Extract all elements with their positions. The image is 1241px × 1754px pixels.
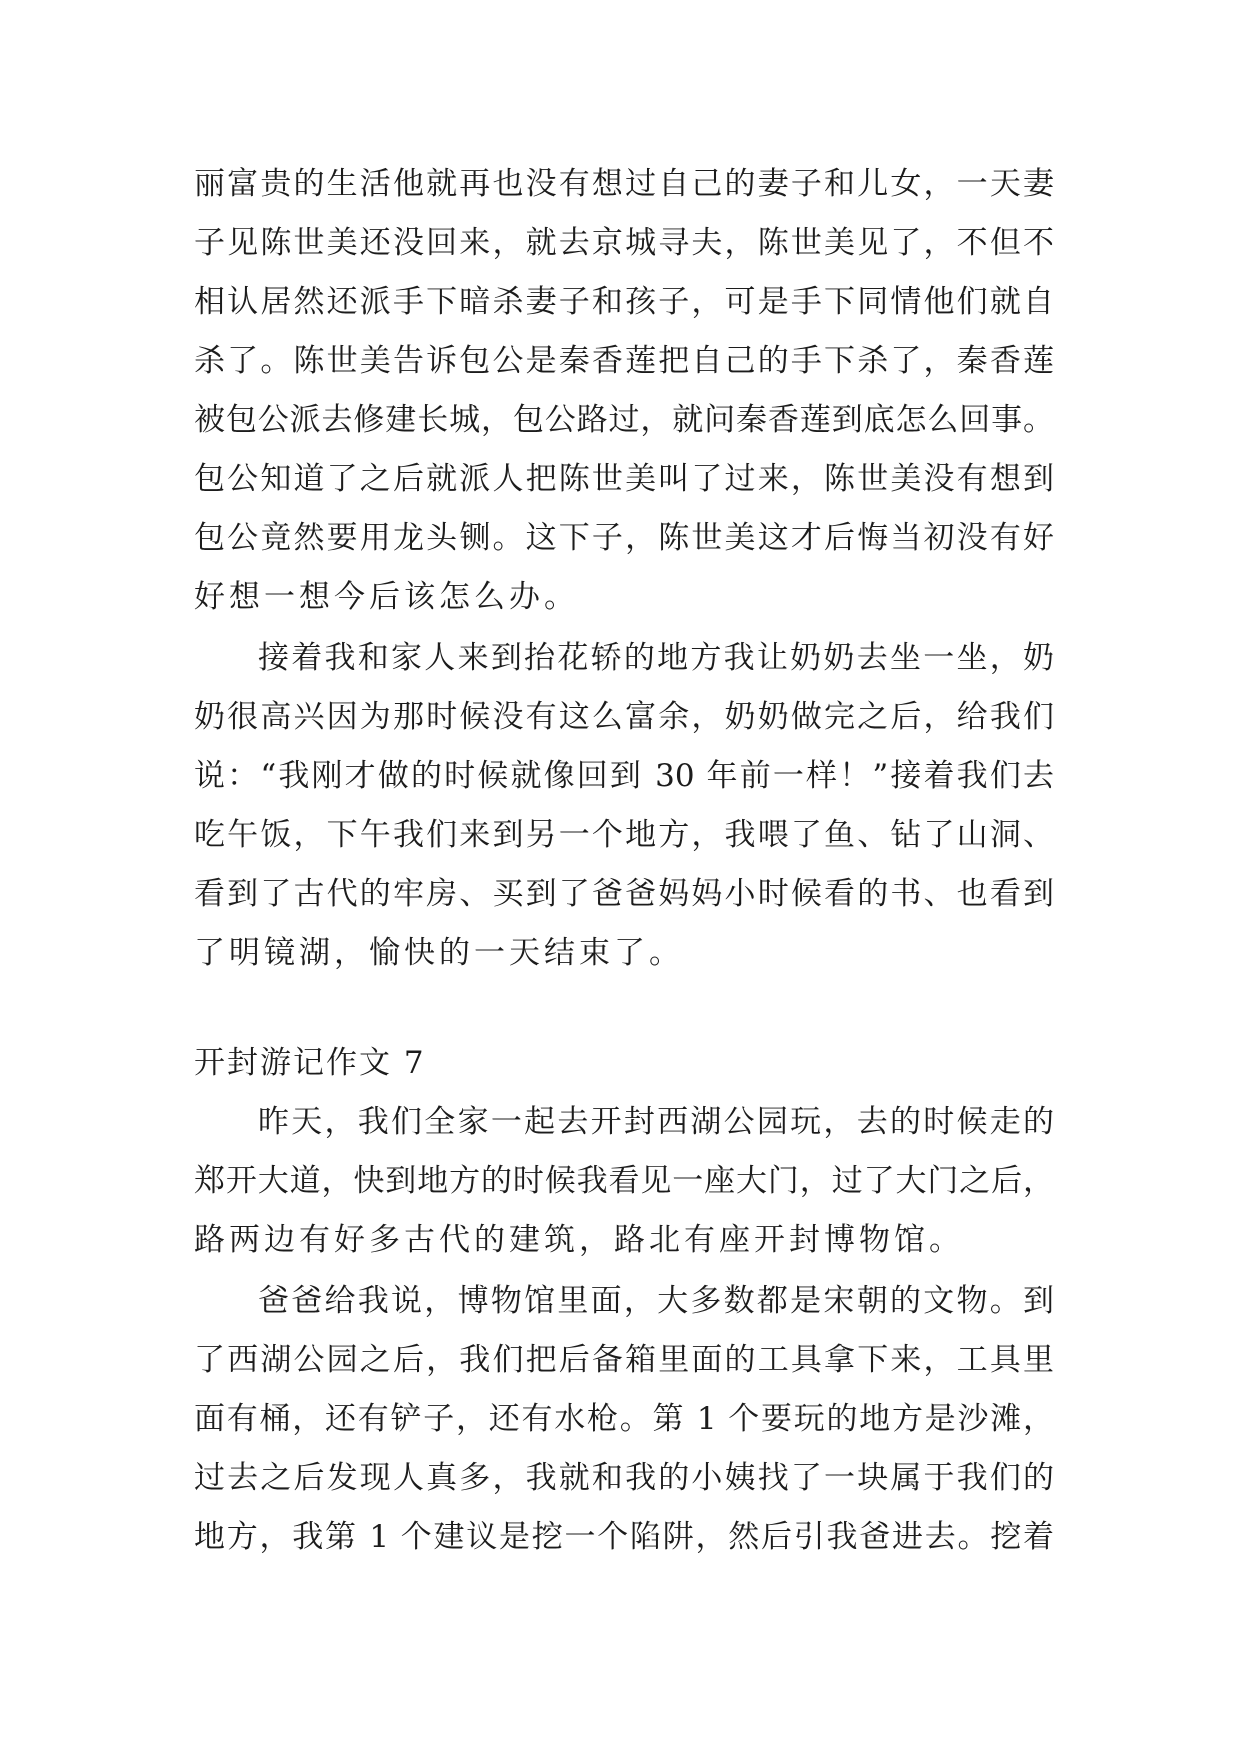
paragraph-4-line-1: 爸爸给我说，博物馆里面，大多数都是宋朝的文物。到 [258,1283,1054,1319]
section-heading: 开封游记作文 7 [194,1045,426,1081]
paragraph-3-line-2: 郑开大道，快到地方的时候我看见一座大门，过了大门之后， [194,1163,1054,1199]
paragraph-2-line-5: 看到了古代的牢房、买到了爸爸妈妈小时候看的书、也看到 [194,876,1054,912]
paragraph-4-line-5: 地方，我第 1 个建议是挖一个陷阱，然后引我爸进去。挖着 [194,1519,1054,1555]
paragraph-2-line-6: 了明镜湖，愉快的一天结束了。 [194,935,684,971]
paragraph-1-line-1: 丽富贵的生活他就再也没有想过自己的妻子和儿女，一天妻 [194,166,1054,202]
paragraph-1-line-7: 包公竟然要用龙头铡。这下子，陈世美这才后悔当初没有好 [194,520,1054,556]
paragraph-2-line-4: 吃午饭，下午我们来到另一个地方，我喂了鱼、钻了山洞、 [194,817,1054,853]
paragraph-1-line-3: 相认居然还派手下暗杀妻子和孩子，可是手下同情他们就自 [194,284,1054,320]
paragraph-4-line-2: 了西湖公园之后，我们把后备箱里面的工具拿下来，工具里 [194,1342,1054,1378]
paragraph-3-line-1: 昨天，我们全家一起去开封西湖公园玩，去的时候走的 [258,1104,1054,1140]
paragraph-4-line-4: 过去之后发现人真多，我就和我的小姨找了一块属于我们的 [194,1460,1054,1496]
paragraph-1-line-8: 好想一想今后该怎么办。 [194,579,579,615]
paragraph-1-line-6: 包公知道了之后就派人把陈世美叫了过来，陈世美没有想到 [194,461,1054,497]
paragraph-2-line-1: 接着我和家人来到抬花轿的地方我让奶奶去坐一坐，奶 [258,640,1054,676]
paragraph-3-line-3: 路两边有好多古代的建筑，路北有座开封博物馆。 [194,1222,964,1258]
paragraph-4-line-3: 面有桶，还有铲子，还有水枪。第 1 个要玩的地方是沙滩， [194,1401,1054,1437]
paragraph-2-line-3: 说：“我刚才做的时候就像回到 30 年前一样！”接着我们去 [194,758,1054,794]
paragraph-2-line-2: 奶很高兴因为那时候没有这么富余，奶奶做完之后，给我们 [194,699,1054,735]
paragraph-1-line-2: 子见陈世美还没回来，就去京城寻夫，陈世美见了，不但不 [194,225,1054,261]
paragraph-1-line-5: 被包公派去修建长城，包公路过，就问秦香莲到底怎么回事。 [194,402,1054,438]
paragraph-1-line-4: 杀了。陈世美告诉包公是秦香莲把自己的手下杀了，秦香莲 [194,343,1054,379]
